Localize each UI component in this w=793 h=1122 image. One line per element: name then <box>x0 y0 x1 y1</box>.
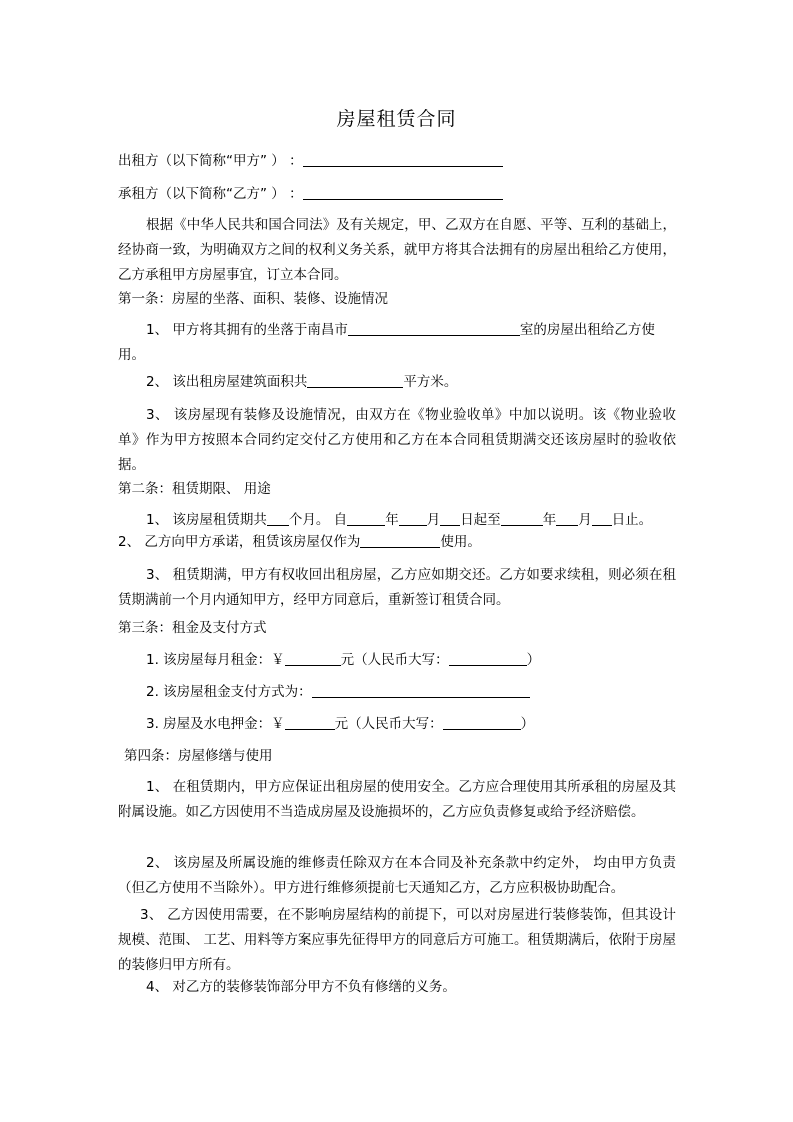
article-1-heading: 第一条：房屋的坐落、面积、装修、设施情况 <box>118 291 388 307</box>
clause-text: 元（人民币大写： <box>340 652 449 668</box>
end-year-blank[interactable] <box>501 509 543 526</box>
start-day-blank[interactable] <box>440 509 460 526</box>
article-4-clause-4: 4、 对乙方的装修装饰部分甲方不负有修缮的义务。 <box>146 979 456 995</box>
clause-text: 个月。 自 <box>288 512 348 528</box>
lessor-label: 出租方（以下简称“甲方” ） ： <box>118 153 303 169</box>
article-2-heading: 第二条：租赁期限、 用途 <box>118 481 271 497</box>
lessor-line <box>118 148 680 174</box>
payment-method-blank[interactable] <box>312 681 530 698</box>
area-blank[interactable] <box>307 371 403 388</box>
clause-text: 3. 房屋及水电押金：￥ <box>146 716 285 732</box>
deposit-in-words-blank[interactable] <box>443 713 521 730</box>
months-blank[interactable] <box>267 509 289 526</box>
clause-text: 室的房屋出租给乙方使 <box>519 322 655 338</box>
lessee-label: 承租方（以下简称“乙方” ） ： <box>118 186 303 202</box>
clause-text: 使用。 <box>440 534 481 550</box>
clause-text: 1. 该房屋每月租金：￥ <box>146 652 285 668</box>
rent-in-words-blank[interactable] <box>449 649 527 666</box>
clause-text: 平方米。 <box>403 374 458 390</box>
article-4-clause-3: 3、 乙方因使用需要，在不影响房屋结构的前提下，可以对房屋进行装修装饰，但其设计规模、范围、 工艺、用料等方案应事先征得甲方的同意后方可施工。租赁期满后，依附于房屋的装修归甲方所有。 <box>118 907 676 973</box>
lessee-line <box>118 181 680 207</box>
clause-text: 日起至 <box>460 512 501 528</box>
start-month-blank[interactable] <box>399 509 427 526</box>
end-month-blank[interactable] <box>556 509 578 526</box>
start-year-blank[interactable] <box>347 509 385 526</box>
article-4-heading: 第四条：房屋修缮与使用 <box>124 748 273 764</box>
article-1-clause-3: 3、 该房屋现有装修及设施情况，由双方在《物业验收单》中加以说明。该《物业验收单》作为甲方按照本合同约定交付乙方使用和乙方在本合同租赁期满交还该房屋时的验收依据。 <box>118 407 676 473</box>
document-title: 房屋租赁合同 <box>336 108 457 130</box>
article-4-clause-1: 1、 在租赁期内，甲方应保证出租房屋的使用安全。乙方应合理使用其所承租的房屋及其附属设施。如乙方因使用不当造成房屋及设施损坏的，乙方应负责修复或给予经济赔偿。 <box>118 779 676 820</box>
clause-text: 日止。 <box>611 512 653 528</box>
clause-text: ） <box>526 652 541 668</box>
clause-text: 1、 该房屋租赁期共 <box>146 512 267 528</box>
clause-text: 月 <box>426 512 441 528</box>
clause-text: 元（人民币大写： <box>334 716 443 732</box>
monthly-rent-blank[interactable] <box>285 649 341 666</box>
article-3-clause-1 <box>146 647 708 673</box>
article-3-clause-2 <box>146 679 708 705</box>
lessee-blank[interactable] <box>303 183 503 200</box>
end-day-blank[interactable] <box>592 509 612 526</box>
address-blank[interactable] <box>348 319 520 336</box>
clause-text: 2. 该房屋租金支付方式为： <box>146 684 312 700</box>
clause-text: 月 <box>578 512 592 528</box>
clause-text: 2、 该出租房屋建筑面积共 <box>146 374 308 390</box>
clause-text: 2、 乙方向甲方承诺，租赁该房屋仅作为 <box>118 534 361 550</box>
article-2-clause-2 <box>118 529 680 555</box>
deposit-blank[interactable] <box>285 713 335 730</box>
clause-text: ） <box>520 716 535 732</box>
article-3-heading: 第三条：租金及支付方式 <box>118 620 267 636</box>
article-3-clause-3 <box>146 711 708 737</box>
lessor-blank[interactable] <box>303 150 503 167</box>
clause-text: 年 <box>385 512 399 528</box>
clause-text: 1、 甲方将其拥有的坐落于南昌市 <box>146 322 348 338</box>
article-4-clause-2: 2、 该房屋及所属设施的维修责任除双方在本合同及补充条款中约定外， 均由甲方负责（但乙方使用不当除外）。甲方进行维修须提前七天通知乙方，乙方应积极协助配合。 <box>118 855 676 896</box>
usage-blank[interactable] <box>360 531 440 548</box>
clause-text: 年 <box>542 512 557 528</box>
article-2-clause-3: 3、 租赁期满，甲方有权收回出租房屋，乙方应如期交还。乙方如要求续租，则必须在租赁期满前一个月内通知甲方，经甲方同意后，重新签订租赁合同。 <box>118 567 676 608</box>
clause-text: 用。 <box>118 347 145 363</box>
preamble-paragraph: 根据《中华人民共和国合同法》及有关规定，甲、乙双方在自愿、平等、互利的基础上， 经协商一致，为明确双方之间的权利义务关系，就甲方将其合法拥有的房屋出租给乙方使用， 乙方承租甲方房屋事宜，订立本合同。 <box>118 217 676 283</box>
article-1-clause-2 <box>118 370 676 395</box>
article-1-clause-1 <box>118 318 676 368</box>
